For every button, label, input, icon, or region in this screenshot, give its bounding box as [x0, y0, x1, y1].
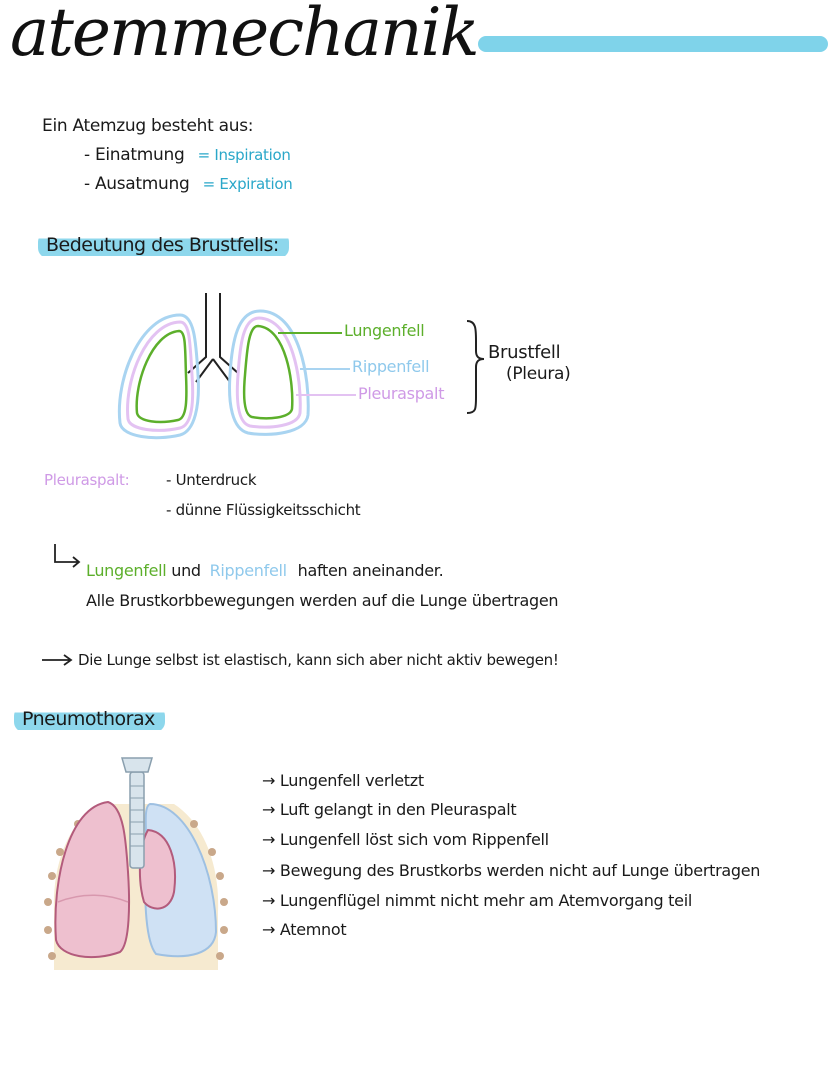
section-heading-brustfell: Bedeutung des Brustfells:: [38, 232, 289, 258]
label-lungenfell: Lungenfell: [344, 321, 425, 340]
pneumothorax-illustration: [38, 752, 234, 974]
elasticity-note: Die Lunge selbst ist elastisch, kann sich aber nicht aktiv bewegen!: [78, 651, 559, 669]
property-fluessigkeitsschicht: - dünne Flüssigkeitsschicht: [166, 501, 361, 519]
intro-line: Ein Atemzug besteht aus:: [42, 116, 254, 136]
pleura-diagram: [110, 285, 490, 450]
result-und: und: [171, 561, 201, 580]
result-rest: haften aneinander.: [297, 561, 444, 580]
section-heading-pneumothorax: Pneumothorax: [14, 706, 165, 732]
intro-item-label: - Ausatmung: [84, 174, 190, 194]
intro-item-label: - Einatmung: [84, 145, 185, 165]
result-line-1: [86, 561, 443, 580]
label-pleuraspalt: Pleuraspalt: [358, 384, 445, 403]
intro-item-einatmung: [84, 145, 291, 165]
brustfell-brace: [467, 321, 484, 413]
result-lungenfell: Lungenfell: [86, 561, 167, 580]
page-title: atemmechanik: [10, 0, 478, 71]
larynx: [122, 758, 152, 772]
result-line-2: Alle Brustkorbbewegungen werden auf die Lunge übertragen: [86, 591, 559, 610]
turn-arrow-icon: [52, 542, 86, 568]
pneumothorax-item: → Bewegung des Brustkorbs werden nicht auf Lunge übertragen: [262, 861, 761, 880]
intro-item-equivalent: = Inspiration: [197, 146, 291, 164]
intro-item-equivalent: = Expiration: [202, 175, 293, 193]
label-rippenfell: Rippenfell: [352, 357, 430, 376]
title-underline-bar: [478, 36, 828, 52]
pneumothorax-item: → Lungenfell verletzt: [262, 771, 424, 790]
arrow-right-icon: [40, 652, 74, 668]
label-pleura: (Pleura): [506, 364, 571, 384]
right-lungenfell-layer: [244, 326, 292, 418]
pleuraspalt-term: Pleuraspalt:: [44, 471, 130, 489]
left-lung-shape: [55, 802, 129, 957]
label-brustfell: Brustfell: [488, 342, 561, 363]
pneumothorax-item: → Lungenfell löst sich vom Rippenfell: [262, 830, 549, 849]
pneumothorax-item: → Atemnot: [262, 920, 347, 939]
pneumothorax-item: → Lungenflügel nimmt nicht mehr am Atemvorgang teil: [262, 891, 692, 910]
intro-item-ausatmung: [84, 174, 292, 194]
property-unterdruck: - Unterdruck: [166, 471, 257, 489]
result-rippenfell: Rippenfell: [209, 561, 287, 580]
left-lungenfell-layer: [137, 331, 187, 422]
pneumothorax-item: → Luft gelangt in den Pleuraspalt: [262, 800, 517, 819]
